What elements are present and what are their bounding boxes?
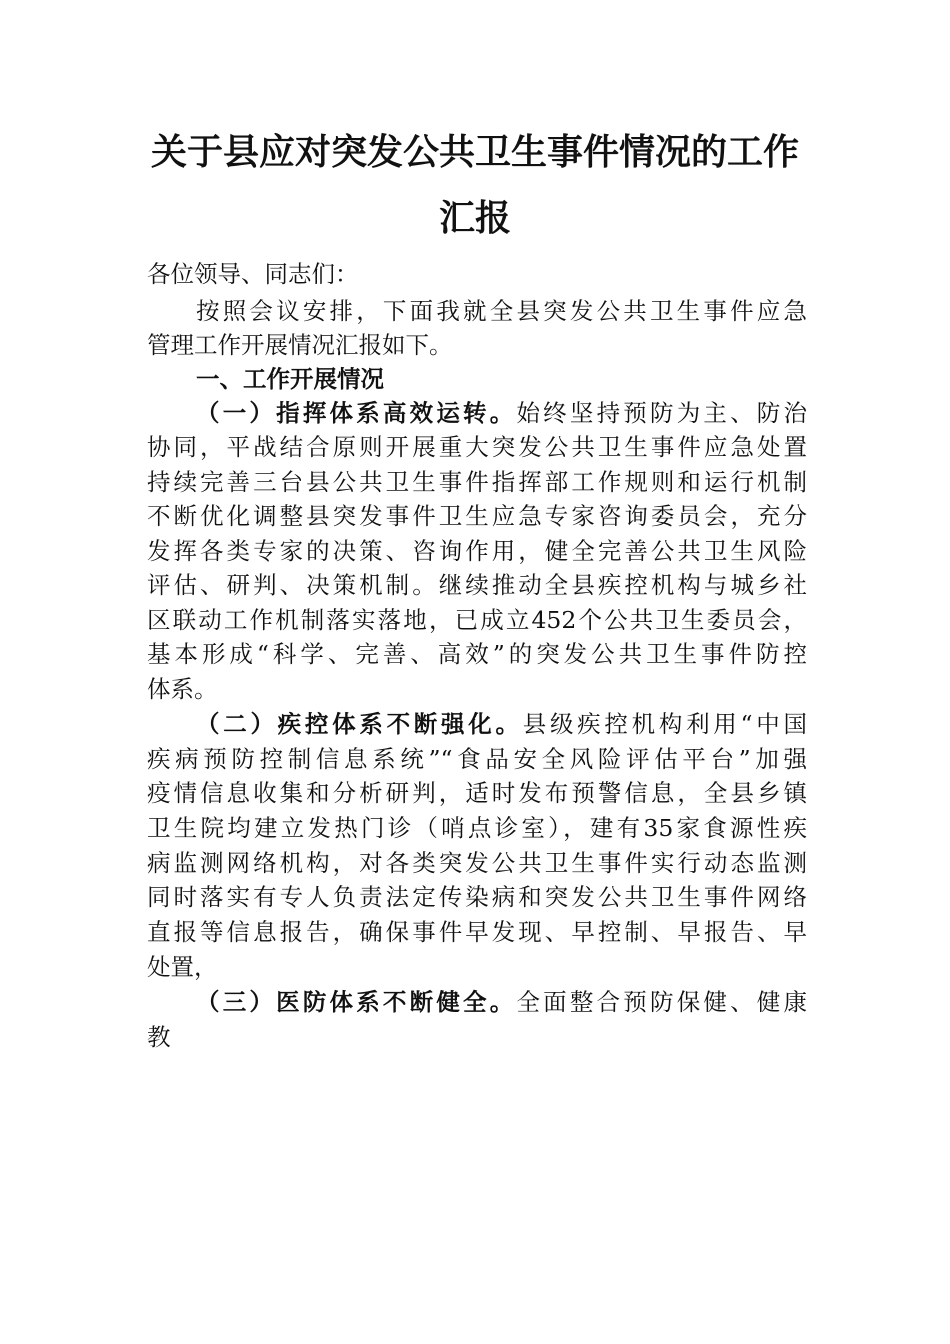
- para1-line: 区联动工作机制落实落地，已成立452个公共卫生委员会，: [147, 606, 807, 634]
- intro-line-2: 管理工作开展情况汇报如下。: [147, 331, 453, 359]
- para1-line: 不断优化调整县突发事件卫生应急专家咨询委员会，充分: [147, 502, 807, 530]
- para2-line: 病监测网络机构，对各类突发公共卫生事件实行动态监测: [147, 849, 807, 877]
- para2-line: 卫生院均建立发热门诊（哨点诊室），建有35家食源性疾: [147, 814, 807, 842]
- para2-lead: （二）疾控体系不断强化。: [196, 710, 523, 738]
- para1-first-rest: 始终坚持预防为主、防治: [516, 399, 808, 427]
- para2-line: 同时落实有专人负责法定传染病和突发公共卫生事件网络: [147, 883, 807, 911]
- intro-line-1: 按照会议安排，下面我就全县突发公共卫生事件应急: [196, 297, 807, 325]
- para1-line: 体系。: [147, 675, 218, 703]
- document-title-line2: 汇报: [438, 197, 511, 239]
- para3-line: 教: [147, 1023, 171, 1051]
- para1-line: 持续完善三台县公共卫生事件指挥部工作规则和运行机制: [147, 468, 807, 496]
- para2-first-rest: 县级疾控机构利用“中国: [522, 710, 807, 738]
- para2-first-line: [196, 707, 807, 742]
- para1-line: 发挥各类专家的决策、咨询作用，健全完善公共卫生风险: [147, 537, 807, 565]
- para1-line: 基本形成“科学、完善、高效”的突发公共卫生事件防控: [147, 640, 807, 668]
- para1-line: 协同，平战结合原则开展重大突发公共卫生事件应急处置: [147, 433, 807, 461]
- para3-lead: （三）医防体系不断健全。: [196, 988, 517, 1016]
- para3-first-line: [196, 985, 807, 1020]
- para1-first-line: [196, 396, 807, 431]
- section-heading: 一、工作开展情况: [196, 365, 384, 393]
- para2-line: 疾病预防控制信息系统”“食品安全风险评估平台”加强: [147, 745, 807, 773]
- para1-lead: （一）指挥体系高效运转。: [196, 399, 517, 427]
- para2-line: 处置，: [147, 953, 218, 981]
- document-title-line1: 关于县应对突发公共卫生事件情况的工作: [150, 131, 799, 173]
- para1-line: 评估、研判、决策机制。继续推动全县疾控机构与城乡社: [147, 571, 807, 599]
- salutation: 各位领导、同志们：: [147, 260, 359, 288]
- para2-line: 疫情信息收集和分析研判，适时发布预警信息，全县乡镇: [147, 779, 807, 807]
- para2-line: 直报等信息报告，确保事件早发现、早控制、早报告、早: [147, 918, 807, 946]
- para3-first-rest: 全面整合预防保健、健康: [516, 988, 808, 1016]
